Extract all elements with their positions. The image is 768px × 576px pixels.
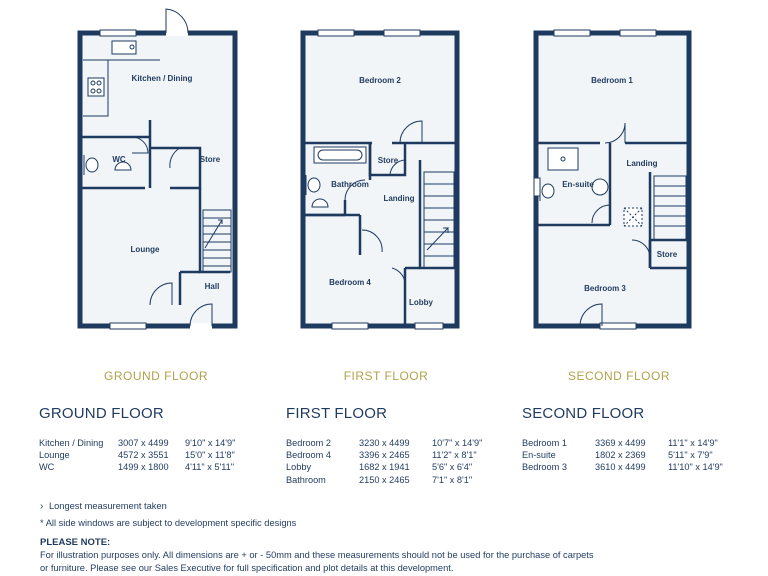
room-metric: 1499 x 1800 [118, 462, 169, 473]
room-label-hall: Hall [204, 282, 220, 291]
room-metric: 3610 x 4499 [595, 462, 646, 473]
room-name: WC [39, 462, 55, 473]
room-name: Bedroom 1 [522, 438, 567, 448]
toilet-icon [542, 184, 554, 198]
toilet-icon [86, 158, 98, 172]
window [415, 323, 443, 329]
room-metric: 3007 x 4499 [118, 438, 169, 448]
table-row [286, 475, 482, 487]
room-imperial: 7'1" x 8'1" [432, 474, 473, 485]
room-label-bedroom-4: Bedroom 4 [329, 278, 371, 287]
room-name: Bathroom [286, 474, 326, 485]
room-label-store: Store [656, 250, 678, 259]
table-row [39, 450, 235, 462]
room-name: Bedroom 2 [286, 438, 331, 448]
toilet-icon [308, 178, 320, 192]
room-name: Bedroom 3 [522, 462, 567, 473]
note-longest-text: Longest measurement taken [48, 501, 167, 511]
room-label-lounge: Lounge [130, 245, 160, 254]
room-label-landing: Landing [626, 159, 658, 168]
schedule-title-ground: GROUND FLOOR [39, 405, 164, 422]
window [110, 323, 146, 329]
first-floor-plan [303, 30, 457, 329]
schedule-title-first: FIRST FLOOR [286, 405, 388, 422]
floor-caption-ground: GROUND FLOOR [103, 369, 208, 383]
note-longest-measurement [40, 501, 167, 512]
room-metric: 1682 x 1941 [359, 462, 410, 473]
room-label-bedroom-1: Bedroom 1 [591, 76, 633, 85]
room-name: Lounge [39, 450, 70, 461]
room-metric: 4572 x 3551 [118, 450, 169, 461]
room-imperial: 11'1" x 14'9" [668, 438, 718, 448]
table-row [286, 438, 482, 450]
window [620, 30, 656, 36]
window [534, 178, 540, 196]
window [600, 323, 636, 329]
table-row [286, 450, 482, 462]
window [384, 30, 420, 36]
room-imperial: 5'11" x 7'9" [668, 450, 713, 461]
room-imperial: 9'10" x 14'9" [185, 438, 236, 448]
room-label-en-suite: En-suite [562, 180, 594, 189]
shower-icon [548, 148, 578, 170]
table-row [522, 450, 723, 462]
sink-icon [112, 41, 136, 54]
schedule-table-second [522, 438, 723, 475]
please-note-title: PLEASE NOTE: [40, 537, 111, 548]
room-name: Kitchen / Dining [39, 438, 104, 448]
hob-icon [88, 78, 104, 96]
room-imperial: 15'0" x 11'8" [185, 450, 235, 461]
table-row [286, 462, 482, 474]
floor-caption-first: FIRST FLOOR [343, 369, 429, 383]
room-metric: 1802 x 2369 [595, 450, 646, 461]
room-metric: 2150 x 2465 [359, 474, 410, 485]
room-label-landing: Landing [383, 194, 415, 203]
floor-caption-second: SECOND FLOOR [567, 369, 670, 383]
room-metric: 3230 x 4499 [359, 438, 410, 448]
room-imperial: 11'10" x 14'9" [668, 462, 723, 473]
room-imperial: 5'6" x 6'4" [432, 462, 473, 473]
room-imperial: 4'11" x 5'11" [185, 462, 235, 473]
room-imperial: 11'2" x 8'1" [432, 450, 477, 461]
room-imperial: 10'7" x 14'9" [432, 438, 483, 448]
room-label-bedroom-3: Bedroom 3 [584, 284, 626, 293]
table-row [39, 438, 235, 450]
schedule-table-ground [39, 438, 235, 475]
room-name: Bedroom 4 [286, 450, 331, 461]
back-door [166, 9, 188, 33]
room-label-kitchen-dining: Kitchen / Dining [131, 74, 193, 83]
table-row [522, 438, 723, 450]
room-label-lobby: Lobby [409, 298, 433, 307]
window [100, 30, 136, 36]
room-label-bathroom: Bathroom [331, 180, 369, 189]
room-metric: 3396 x 2465 [359, 450, 410, 461]
room-label-wc: WC [112, 155, 126, 164]
please-note-body: For illustration purposes only. All dimensions are + or - 50mm and these measurements should not be used for the purchase of carpets or furniture. Please see our Sales Executive for full specification and plot details at this development. [40, 550, 594, 573]
basin-icon [592, 179, 608, 195]
schedule-title-second: SECOND FLOOR [522, 405, 645, 422]
window [332, 323, 368, 329]
schedule-table-first [286, 438, 482, 487]
room-metric: 3369 x 4499 [595, 438, 646, 448]
room-name: Lobby [286, 462, 312, 473]
room-label-bedroom-2: Bedroom 2 [359, 76, 401, 85]
room-label-store: Store [199, 155, 221, 164]
room-label-store: Store [377, 156, 399, 165]
window [318, 30, 354, 36]
note-side-windows: * All side windows are subject to development specific designs [40, 518, 297, 528]
table-row [39, 462, 235, 474]
ground-floor-plan [80, 9, 235, 329]
window [554, 30, 590, 36]
chevron-right-icon: › [40, 501, 44, 512]
second-floor-plan [534, 30, 689, 329]
room-name: En-suite [522, 450, 556, 461]
table-row [522, 462, 723, 474]
